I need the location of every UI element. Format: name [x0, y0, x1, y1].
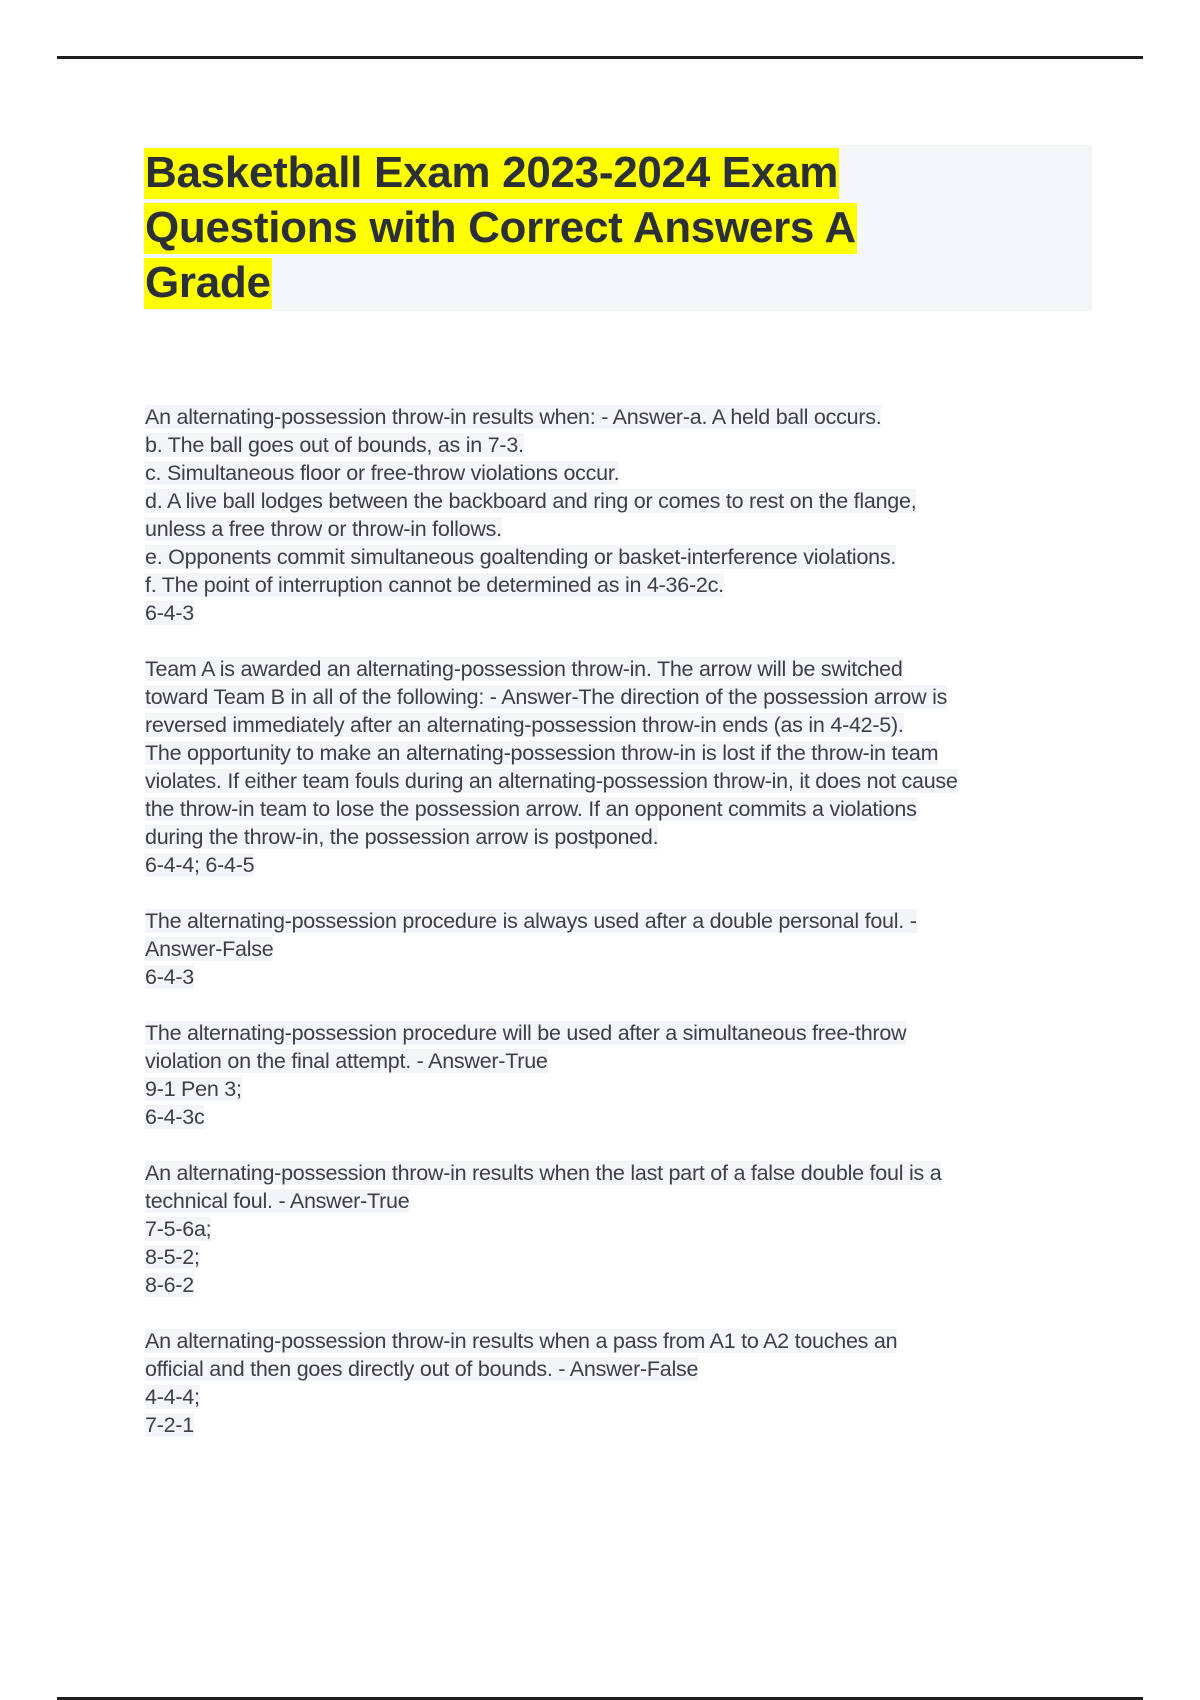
question-item-6 — [145, 1327, 1095, 1439]
rule-reference: 7-5-6a; — [145, 1217, 212, 1241]
answer-option: d. A live ball lodges between the backboard and ring or comes to rest on the flange, — [145, 489, 917, 513]
answer-text: technical foul. - Answer-True — [145, 1189, 410, 1213]
question-item-4 — [145, 1019, 1095, 1131]
header-rule — [57, 56, 1143, 59]
rule-reference: 7-2-1 — [145, 1413, 194, 1437]
question-text: An alternating-possession throw-in results when: - Answer-a. A held ball occurs. — [145, 405, 882, 429]
answer-text: violates. If either team fouls during an alternating-possession throw-in, it does not cause — [145, 769, 958, 793]
answer-text: Answer-False — [145, 937, 274, 961]
question-item-3 — [145, 907, 1095, 991]
title-line-1: Basketball Exam 2023-2024 Exam — [145, 148, 839, 197]
question-item-5 — [145, 1159, 1095, 1299]
question-text: Team A is awarded an alternating-possession throw-in. The arrow will be switched — [145, 657, 903, 681]
answer-option: e. Opponents commit simultaneous goaltending or basket-interference violations. — [145, 545, 897, 569]
title-block — [144, 145, 1092, 311]
answer-text: The opportunity to make an alternating-possession throw-in is lost if the throw-in team — [145, 741, 939, 765]
question-text: An alternating-possession throw-in results when a pass from A1 to A2 touches an — [145, 1329, 898, 1353]
title-line-3: Grade — [145, 258, 271, 307]
answer-text: reversed immediately after an alternating-possession throw-in ends (as in 4-42-5). — [145, 713, 904, 737]
answer-option: b. The ball goes out of bounds, as in 7-3. — [145, 433, 524, 457]
answer-option: c. Simultaneous floor or free-throw violations occur. — [145, 461, 620, 485]
answer-option: f. The point of interruption cannot be determined as in 4-36-2c. — [145, 573, 724, 597]
question-text: The alternating-possession procedure is always used after a double personal foul. - — [145, 909, 917, 933]
rule-reference: 8-6-2 — [145, 1273, 194, 1297]
question-text: toward Team B in all of the following: - Answer-The direction of the possession arrow is — [145, 685, 948, 709]
rule-reference: 4-4-4; — [145, 1385, 200, 1409]
rule-reference: 6-4-3c — [145, 1105, 205, 1129]
rule-reference: 6-4-3 — [145, 601, 194, 625]
rule-reference: 6-4-3 — [145, 965, 194, 989]
question-text: An alternating-possession throw-in results when the last part of a false double foul is a — [145, 1161, 942, 1185]
question-text: The alternating-possession procedure will be used after a simultaneous free-throw — [145, 1021, 907, 1045]
answer-text: the throw-in team to lose the possession arrow. If an opponent commits a violations — [145, 797, 917, 821]
rule-reference: 9-1 Pen 3; — [145, 1077, 242, 1101]
answer-text: official and then goes directly out of bounds. - Answer-False — [145, 1357, 699, 1381]
rule-reference: 6-4-4; 6-4-5 — [145, 853, 255, 877]
question-item-2 — [145, 655, 1095, 879]
answer-text: during the throw-in, the possession arrow is postponed. — [145, 825, 659, 849]
rule-reference: 8-5-2; — [145, 1245, 200, 1269]
title-line-2: Questions with Correct Answers A — [145, 203, 856, 252]
answer-text: violation on the final attempt. - Answer-True — [145, 1049, 548, 1073]
question-list — [145, 403, 1095, 1467]
question-item-1 — [145, 403, 1095, 627]
document-title — [144, 145, 1092, 310]
answer-option: unless a free throw or throw-in follows. — [145, 517, 502, 541]
